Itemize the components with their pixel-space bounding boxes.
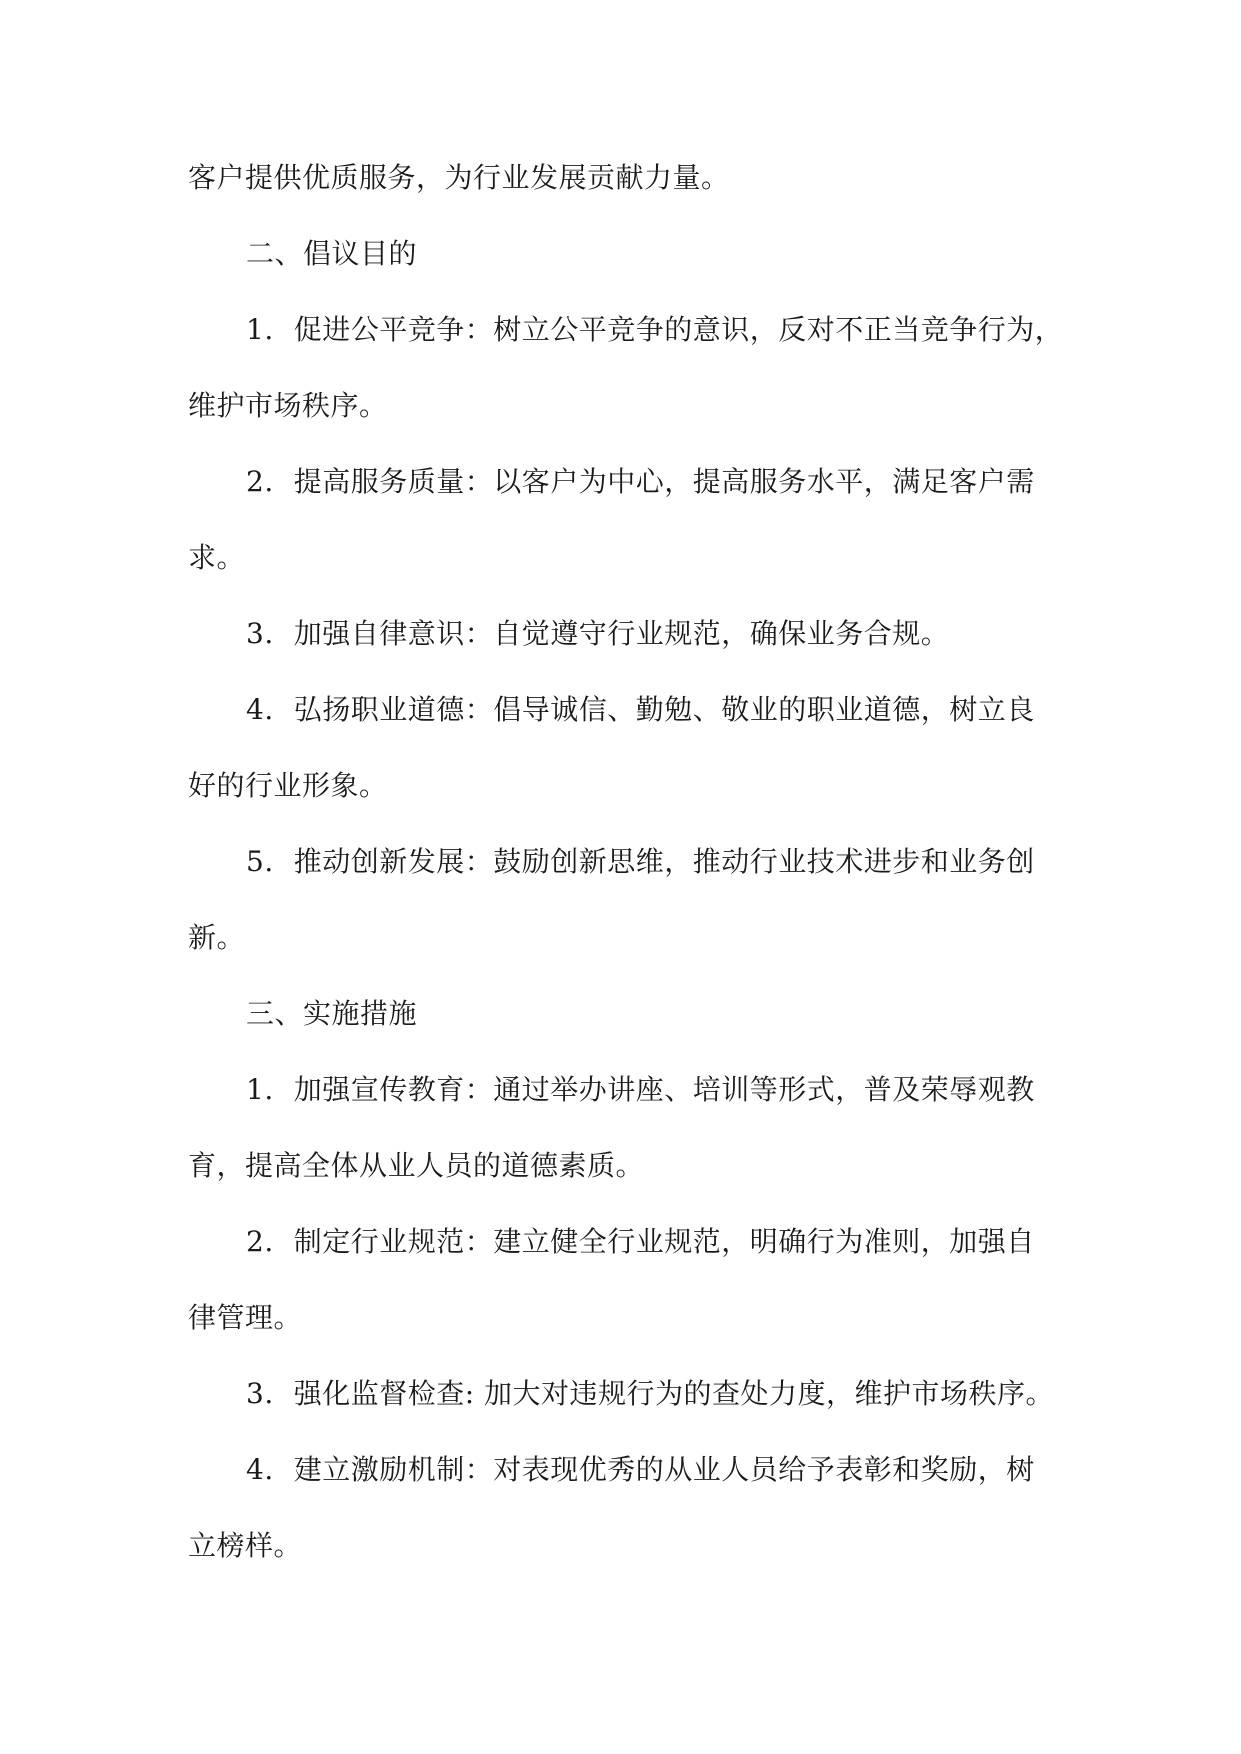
measure-item-2-continued: 律管理。 (188, 1301, 303, 1334)
section-heading-purpose: 二、倡议目的 (246, 237, 418, 270)
measure-item-4 (188, 1432, 1056, 1508)
item-text: 制定行业规范：建立健全行业规范，明确行为准则，加强自 (293, 1225, 1035, 1258)
item-text: 加强自律意识：自觉遵守行业规范，确保业务合规。 (293, 617, 950, 650)
item-number: 1. (246, 313, 274, 346)
purpose-item-5 (188, 824, 1056, 900)
purpose-item-5-continued: 新。 (188, 921, 246, 954)
item-text: 促进公平竞争：树立公平竞争的意识，反对不正当竞争行为， (293, 313, 1064, 346)
measure-item-1 (188, 1052, 1056, 1128)
item-number: 2. (246, 1225, 274, 1258)
purpose-item-2 (188, 444, 1056, 520)
measure-item-3 (188, 1356, 1056, 1432)
measure-item-2 (188, 1204, 1056, 1280)
item-text: 弘扬职业道德：倡导诚信、勤勉、敬业的职业道德，树立良 (293, 693, 1035, 726)
document-body (188, 140, 1064, 1584)
intro-tail: 客户提供优质服务，为行业发展贡献力量。 (188, 161, 730, 194)
item-number: 3. (246, 617, 274, 650)
purpose-item-4 (188, 672, 1056, 748)
purpose-item-4-continued: 好的行业形象。 (188, 769, 388, 802)
purpose-item-1-continued: 维护市场秩序。 (188, 389, 388, 422)
item-number: 4. (246, 1453, 274, 1486)
purpose-item-3 (188, 596, 1056, 672)
item-text: 推动创新发展：鼓励创新思维，推动行业技术进步和业务创 (293, 845, 1035, 878)
item-text: 建立激励机制：对表现优秀的从业人员给予表彰和奖励，树 (293, 1453, 1035, 1486)
item-number: 3. (246, 1377, 274, 1410)
purpose-item-2-continued: 求。 (188, 541, 246, 574)
item-number: 2. (246, 465, 274, 498)
item-text: 强化监督检查: 加大对违规行为的查处力度，维护市场秩序。 (293, 1377, 1055, 1410)
item-number: 5. (246, 845, 274, 878)
measure-item-4-continued: 立榜样。 (188, 1529, 303, 1562)
item-text: 提高服务质量：以客户为中心，提高服务水平，满足客户需 (293, 465, 1035, 498)
section-heading-measures: 三、实施措施 (246, 997, 418, 1030)
purpose-item-1 (188, 292, 1064, 368)
measure-item-1-continued: 育，提高全体从业人员的道德素质。 (188, 1149, 645, 1182)
item-number: 1. (246, 1073, 274, 1106)
item-number: 4. (246, 693, 274, 726)
item-text: 加强宣传教育：通过举办讲座、培训等形式，普及荣辱观教 (293, 1073, 1035, 1106)
